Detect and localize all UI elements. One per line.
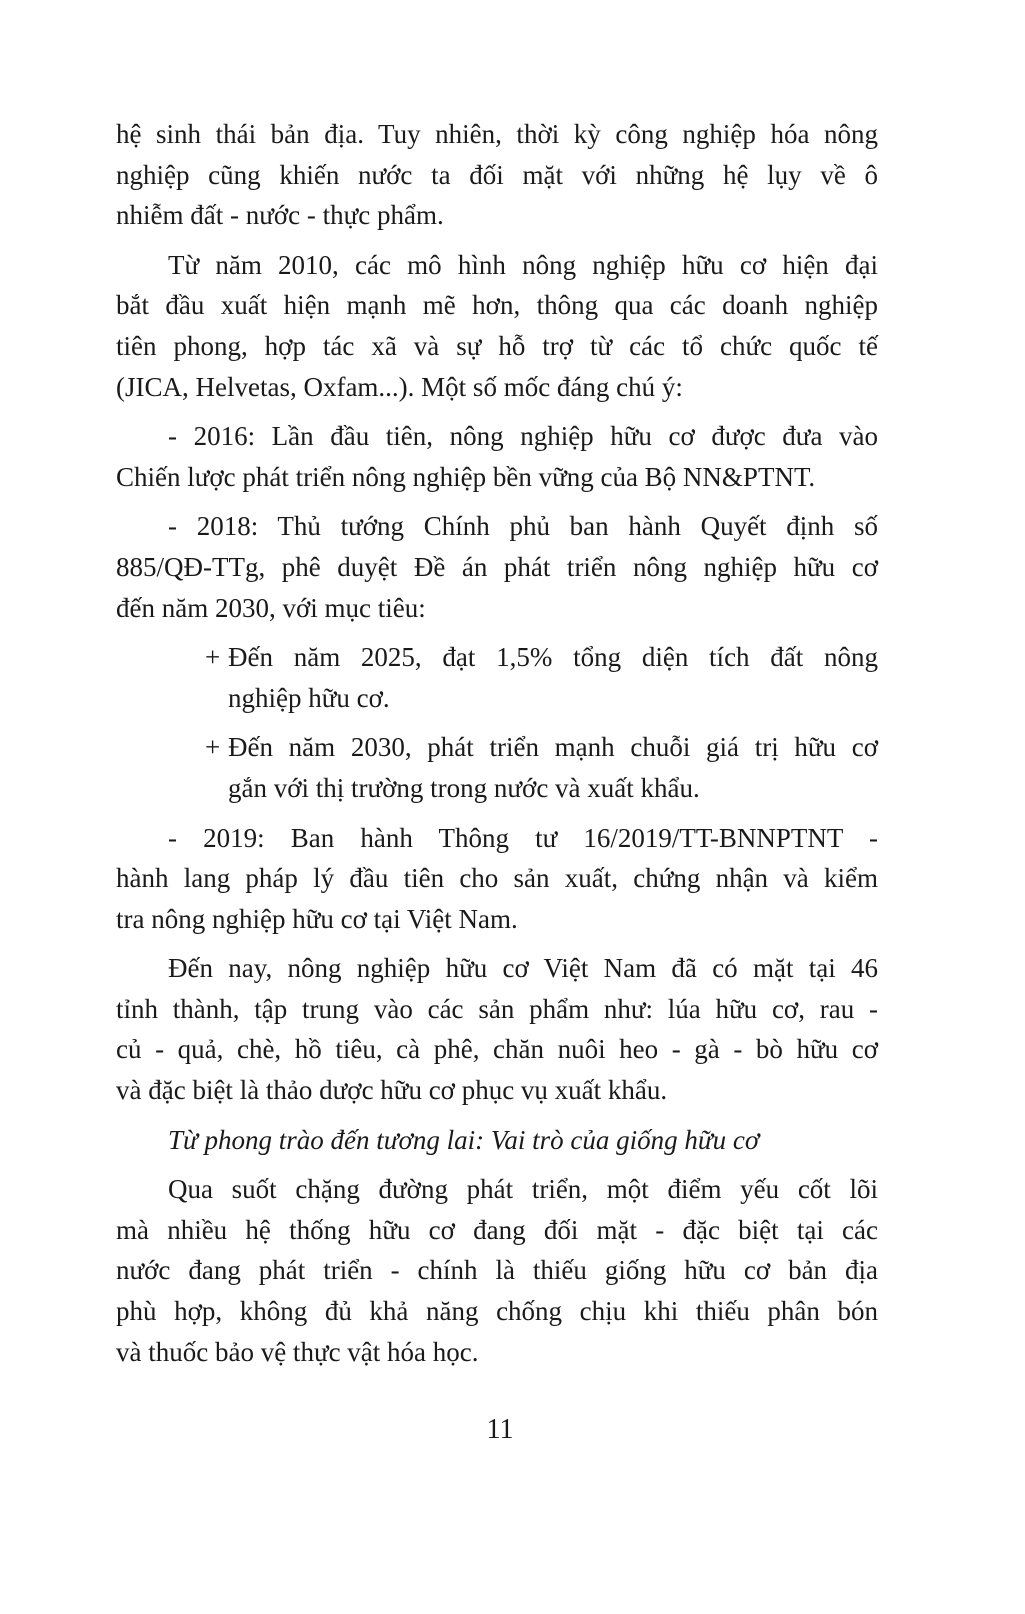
line-text: gắn với thị trường trong nước và xuất khẩu. <box>228 772 700 803</box>
text-line <box>116 326 878 367</box>
line-text: Đến nay, nông nghiệp hữu cơ Việt Nam đã có mặt tại 46 <box>168 953 878 984</box>
line-text: - 2016: Lần đầu tiên, nông nghiệp hữu cơ được đưa vào <box>168 421 878 452</box>
line-text: đến năm 2030, với mục tiêu: <box>116 592 426 623</box>
section-heading <box>116 1120 878 1161</box>
line-text: Từ phong trào đến tương lai: Vai trò của giống hữu cơ <box>168 1124 760 1155</box>
text-line <box>116 727 878 768</box>
bullet-marker: + <box>205 642 221 673</box>
line-text: củ - quả, chè, hồ tiêu, cà phê, chăn nuôi heo - gà - bò hữu cơ <box>116 1034 878 1065</box>
line-text: mà nhiều hệ thống hữu cơ đang đối mặt - đặc biệt tại các <box>116 1214 878 1245</box>
text-line <box>116 948 878 989</box>
line-text: Qua suốt chặng đường phát triển, một điểm yếu cốt lõi <box>168 1174 878 1205</box>
text-line <box>116 1291 878 1332</box>
text-line <box>116 416 878 457</box>
text-line <box>116 1070 878 1111</box>
line-text: nghiệp cũng khiến nước ta đối mặt với những hệ lụy về ô <box>116 159 878 190</box>
bullet-item <box>116 727 878 808</box>
line-text: bắt đầu xuất hiện mạnh mẽ hơn, thông qua các doanh nghiệp <box>116 290 878 321</box>
line-text: Từ năm 2010, các mô hình nông nghiệp hữu cơ hiện đại <box>168 249 878 280</box>
bullet-marker: + <box>205 732 221 763</box>
text-line <box>116 114 878 155</box>
text-line <box>116 637 878 678</box>
text-line <box>116 245 878 286</box>
text-line <box>116 547 878 588</box>
line-text: nghiệp hữu cơ. <box>228 682 390 713</box>
text-line <box>116 506 878 547</box>
line-text: tiên phong, hợp tác xã và sự hỗ trợ từ các tổ chức quốc tế <box>116 330 878 361</box>
paragraph <box>116 245 878 407</box>
line-text: - 2019: Ban hành Thông tư 16/2019/TT-BNNPTNT - <box>168 822 878 853</box>
paragraph <box>116 416 878 497</box>
line-text: nước đang phát triển - chính là thiếu giống hữu cơ bản địa <box>116 1255 878 1286</box>
line-text: tra nông nghiệp hữu cơ tại Việt Nam. <box>116 903 518 934</box>
line-text: Đến năm 2025, đạt 1,5% tổng diện tích đất nông <box>228 642 878 673</box>
text-line <box>116 285 878 326</box>
page-number: 11 <box>486 1414 514 1445</box>
text-line <box>116 678 878 719</box>
line-text: và thuốc bảo vệ thực vật hóa học. <box>116 1336 479 1367</box>
line-text: tỉnh thành, tập trung vào các sản phẩm như: lúa hữu cơ, rau - <box>116 993 878 1024</box>
text-line <box>116 899 878 940</box>
text-line <box>116 1332 878 1373</box>
text-line <box>116 768 878 809</box>
text-line <box>116 858 878 899</box>
paragraph <box>116 114 878 236</box>
line-text: phù hợp, không đủ khả năng chống chịu khi thiếu phân bón <box>116 1296 878 1327</box>
bullet-item <box>116 637 878 718</box>
text-line <box>116 155 878 196</box>
text-line <box>116 989 878 1030</box>
paragraph <box>116 818 878 940</box>
text-line <box>116 818 878 859</box>
line-text: hành lang pháp lý đầu tiên cho sản xuất, chứng nhận và kiểm <box>116 863 878 894</box>
line-text: 885/QĐ-TTg, phê duyệt Đề án phát triển nông nghiệp hữu cơ <box>116 551 878 582</box>
line-text: nhiễm đất - nước - thực phẩm. <box>116 200 444 231</box>
line-text: - 2018: Thủ tướng Chính phủ ban hành Quyết định số <box>168 511 878 542</box>
text-line <box>116 367 878 408</box>
text-line <box>116 1120 878 1161</box>
line-text: và đặc biệt là thảo dược hữu cơ phục vụ xuất khẩu. <box>116 1075 668 1106</box>
text-line <box>116 1029 878 1070</box>
text-line <box>116 1210 878 1251</box>
page-body <box>116 114 878 1381</box>
text-line <box>116 457 878 498</box>
line-text: hệ sinh thái bản địa. Tuy nhiên, thời kỳ công nghiệp hóa nông <box>116 119 878 149</box>
text-line <box>116 1169 878 1210</box>
paragraph <box>116 948 878 1110</box>
line-text: (JICA, Helvetas, Oxfam...). Một số mốc đáng chú ý: <box>116 371 683 402</box>
paragraph <box>116 1169 878 1372</box>
text-line <box>116 195 878 236</box>
text-line <box>116 588 878 629</box>
line-text: Chiến lược phát triển nông nghiệp bền vững của Bộ NN&PTNT. <box>116 461 816 492</box>
text-line <box>116 1250 878 1291</box>
line-text: Đến năm 2030, phát triển mạnh chuỗi giá trị hữu cơ <box>228 732 878 763</box>
paragraph <box>116 506 878 628</box>
